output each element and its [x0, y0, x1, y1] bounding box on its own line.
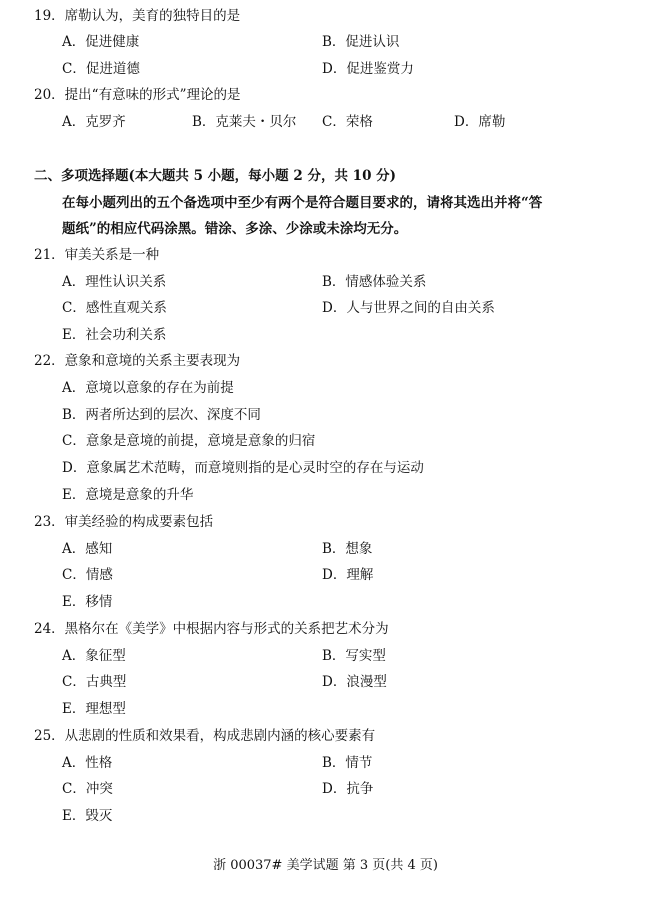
q23-option-d: D．理解	[322, 567, 374, 583]
question-23-stem: 23．审美经验的构成要素包括	[34, 514, 214, 530]
section-2-instructions-line-2: 题纸”的相应代码涂黑。错涂、多涂、少涂或未涂均无分。	[62, 221, 408, 237]
q20-option-c: C．荣格	[322, 114, 373, 130]
section-2-instructions-line-1: 在每小题列出的五个备选项中至少有两个是符合题目要求的，请将其选出并将“答	[62, 195, 543, 211]
q24-option-a: A．象征型	[62, 648, 126, 664]
q19-option-d: D．促进鉴赏力	[322, 61, 414, 77]
q22-option-d: D．意象属艺术范畴，而意境则指的是心灵时空的存在与运动	[62, 460, 424, 476]
q21-option-b: B．情感体验关系	[322, 274, 427, 290]
question-20-stem: 20．提出“有意味的形式”理论的是	[34, 87, 241, 103]
q24-option-e: E．理想型	[62, 701, 126, 717]
q24-option-b: B．写实型	[322, 648, 386, 664]
section-2-title: 二、多项选择题(本大题共 5 小题，每小题 2 分，共 10 分)	[34, 168, 397, 184]
q22-option-e: E．意境是意象的升华	[62, 487, 194, 503]
q20-option-d: D．席勒	[454, 114, 506, 130]
question-25-stem: 25．从悲剧的性质和效果看，构成悲剧内涵的核心要素有	[34, 728, 376, 744]
q21-option-a: A．理性认识关系	[62, 274, 167, 290]
q21-option-d: D．人与世界之间的自由关系	[322, 300, 495, 316]
page-footer: 浙 00037# 美学试题 第 3 页(共 4 页)	[213, 858, 438, 873]
q23-option-e: E．移情	[62, 594, 113, 610]
q20-option-a: A．克罗齐	[62, 114, 126, 130]
q25-option-c: C．冲突	[62, 781, 113, 797]
q19-option-b: B．促进认识	[322, 34, 400, 50]
q24-option-d: D．浪漫型	[322, 674, 387, 690]
q22-option-a: A．意境以意象的存在为前提	[62, 380, 234, 396]
q23-option-b: B．想象	[322, 541, 373, 557]
q25-option-b: B．情节	[322, 755, 373, 771]
q21-option-e: E．社会功利关系	[62, 327, 167, 343]
q22-option-b: B．两者所达到的层次、深度不同	[62, 407, 261, 423]
question-24-stem: 24．黑格尔在《美学》中根据内容与形式的关系把艺术分为	[34, 621, 389, 637]
q21-option-c: C．感性直观关系	[62, 300, 167, 316]
q25-option-e: E．毁灭	[62, 808, 113, 824]
q19-option-c: C．促进道德	[62, 61, 140, 77]
question-22-stem: 22．意象和意境的关系主要表现为	[34, 353, 241, 369]
q23-option-c: C．情感	[62, 567, 113, 583]
q23-option-a: A．感知	[62, 541, 113, 557]
q25-option-a: A．性格	[62, 755, 113, 771]
q19-option-a: A．促进健康	[62, 34, 140, 50]
question-19-stem: 19．席勒认为，美育的独特目的是	[34, 8, 241, 24]
q25-option-d: D．抗争	[322, 781, 374, 797]
question-21-stem: 21．审美关系是一种	[34, 247, 160, 263]
q22-option-c: C．意象是意境的前提，意境是意象的归宿	[62, 433, 316, 449]
q24-option-c: C．古典型	[62, 674, 127, 690]
q20-option-b: B．克莱夫・贝尔	[192, 114, 297, 130]
